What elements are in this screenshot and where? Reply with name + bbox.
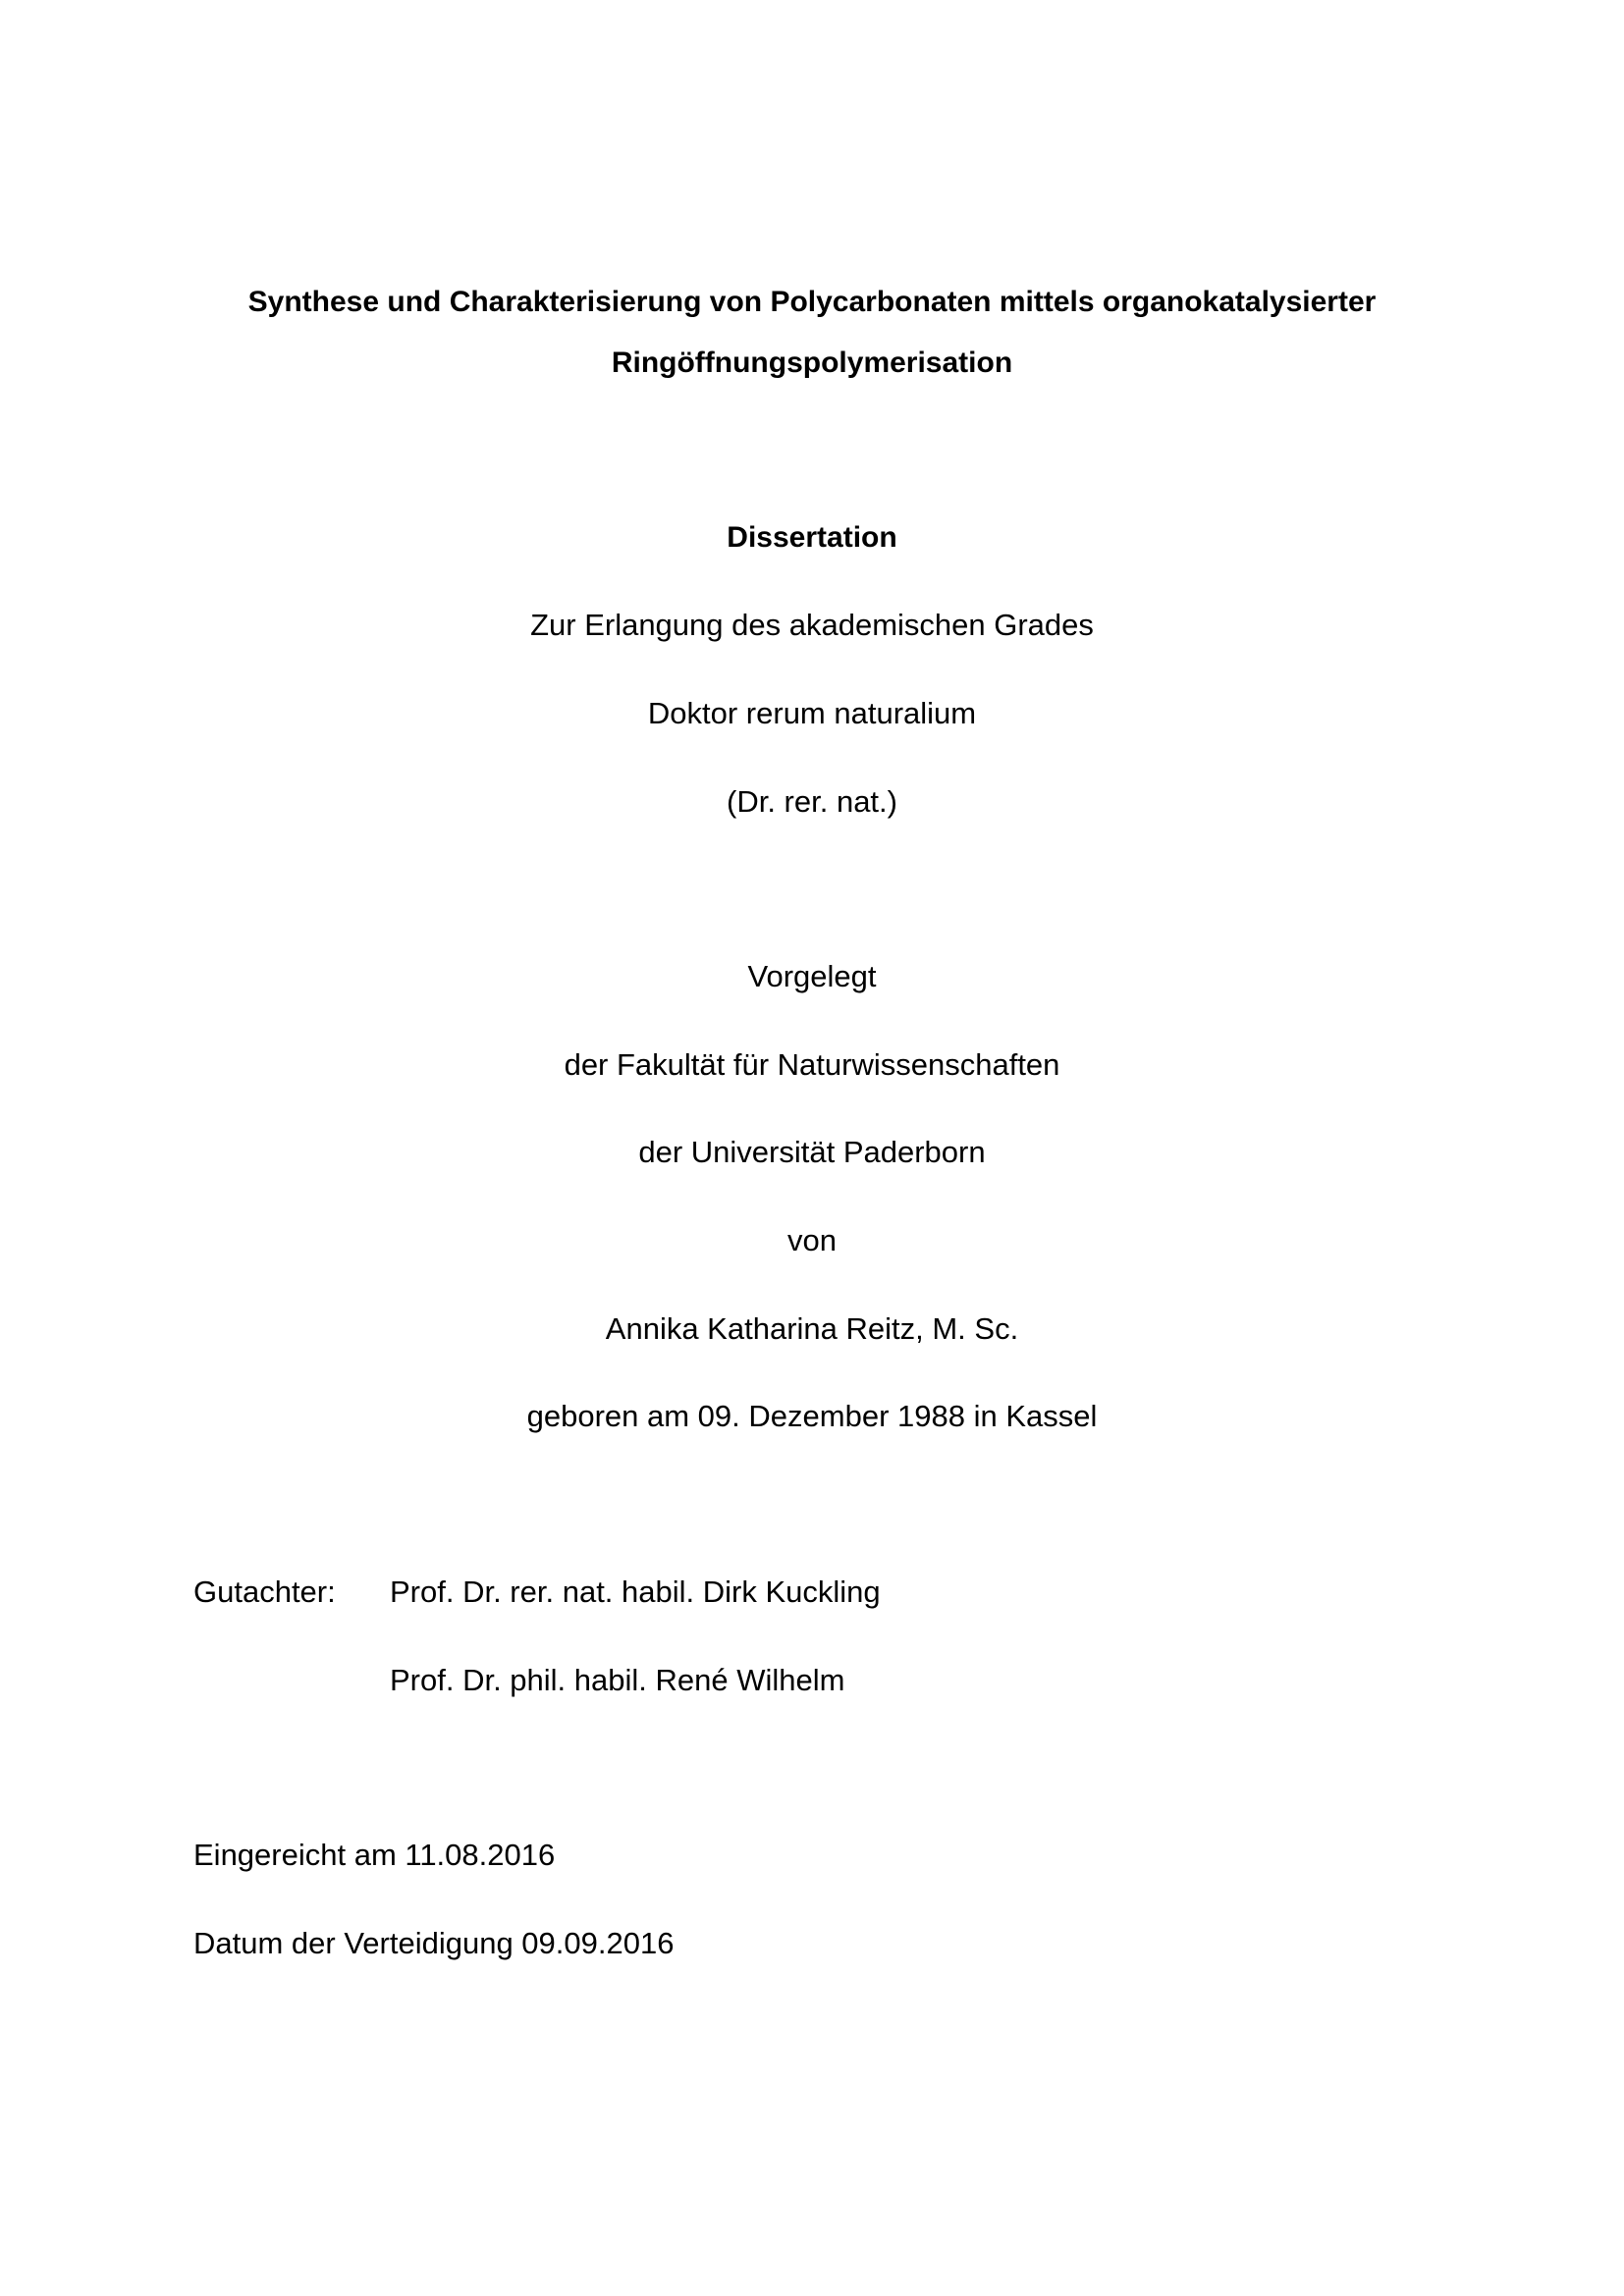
defense-date: Datum der Verteidigung 09.09.2016 (193, 1926, 675, 1960)
reviewer-1: Prof. Dr. rer. nat. habil. Dirk Kuckling (390, 1575, 881, 1609)
degree-line-1: Zur Erlangung des akademischen Grades (530, 608, 1094, 642)
author-name: Annika Katharina Reitz, M. Sc. (605, 1311, 1019, 1346)
faculty-line: der Fakultät für Naturwissenschaften (564, 1047, 1060, 1082)
reviewers-label: Gutachter: (193, 1575, 336, 1609)
university-line: der Universität Paderborn (638, 1135, 986, 1169)
author-birth: geboren am 09. Dezember 1988 in Kassel (526, 1399, 1098, 1433)
reviewer-2: Prof. Dr. phil. habil. René Wilhelm (390, 1663, 845, 1697)
thesis-title-line-2: Ringöffnungspolymerisation (611, 347, 1013, 379)
degree-line-2: Doktor rerum naturalium (647, 696, 977, 730)
thesis-title-line-1: Synthese und Charakterisierung von Polycarbonaten mittels organokatalysierter (247, 286, 1377, 318)
submission-date: Eingereicht am 11.08.2016 (193, 1838, 556, 1872)
submission-line-1: Vorgelegt (747, 959, 877, 993)
by-line: von (787, 1223, 837, 1257)
document-type-heading: Dissertation (727, 521, 897, 554)
degree-abbreviation: (Dr. rer. nat.) (727, 784, 897, 819)
